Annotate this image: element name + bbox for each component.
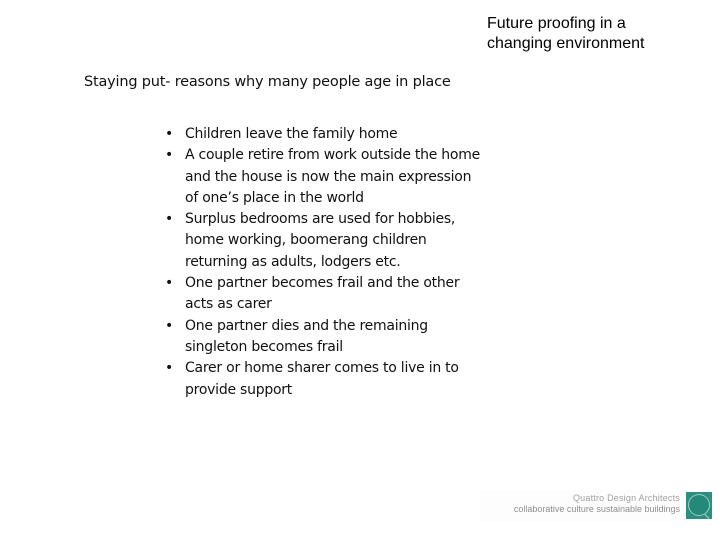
bullet-text-line: One partner becomes frail and the other (185, 275, 460, 292)
bullet-item (165, 316, 525, 359)
bullet-text-line: Carer or home sharer comes to live in to (185, 360, 459, 377)
bullet-icon: • (165, 211, 174, 228)
bullet-icon: • (165, 275, 174, 292)
bullet-text-line: Children leave the family home (185, 126, 398, 142)
bullet-item (165, 273, 525, 316)
bullet-text-line: provide support (185, 381, 293, 398)
bullet-text-line: One partner dies and the remaining (185, 317, 428, 334)
bullet-text-line: returning as adults, lodgers etc. (185, 253, 401, 270)
bullet-text-line: Surplus bedrooms are used for hobbies, (185, 211, 456, 228)
bullet-text-line: A couple retire from work outside the home (185, 147, 480, 164)
bullet-icon: • (165, 126, 174, 142)
bullet-text-line: of one’s place in the world (185, 189, 364, 206)
bullet-icon: • (165, 317, 174, 334)
bullet-text-line: singleton becomes frail (185, 338, 343, 355)
slide-subtitle: Staying put- reasons why many people age in place (84, 74, 451, 90)
bullet-icon: • (165, 360, 174, 377)
bullet-item (165, 124, 525, 145)
bullet-text-line: home working, boomerang children (185, 232, 427, 249)
logo-tagline: collaborative culture sustainable buildings (513, 504, 680, 514)
logo-tail (705, 514, 710, 519)
logo-firm-name: Quattro Design Architects (572, 493, 680, 503)
footer-logo (480, 490, 716, 522)
slide-title-line-1: Future proofing in a (487, 15, 626, 32)
bullet-text-line: acts as carer (185, 296, 272, 313)
logo-text (514, 493, 680, 515)
slide-title (487, 14, 644, 54)
logo-ring (688, 494, 710, 516)
q-logo-icon (686, 492, 712, 519)
slide-title-line-2: changing environment (487, 35, 645, 52)
reasons-bullet-list (165, 124, 525, 401)
bullet-icon: • (165, 147, 174, 164)
bullet-item (165, 358, 525, 401)
bullet-item (165, 209, 525, 273)
bullet-item (165, 145, 525, 209)
bullet-text-line: and the house is now the main expression (185, 168, 472, 185)
